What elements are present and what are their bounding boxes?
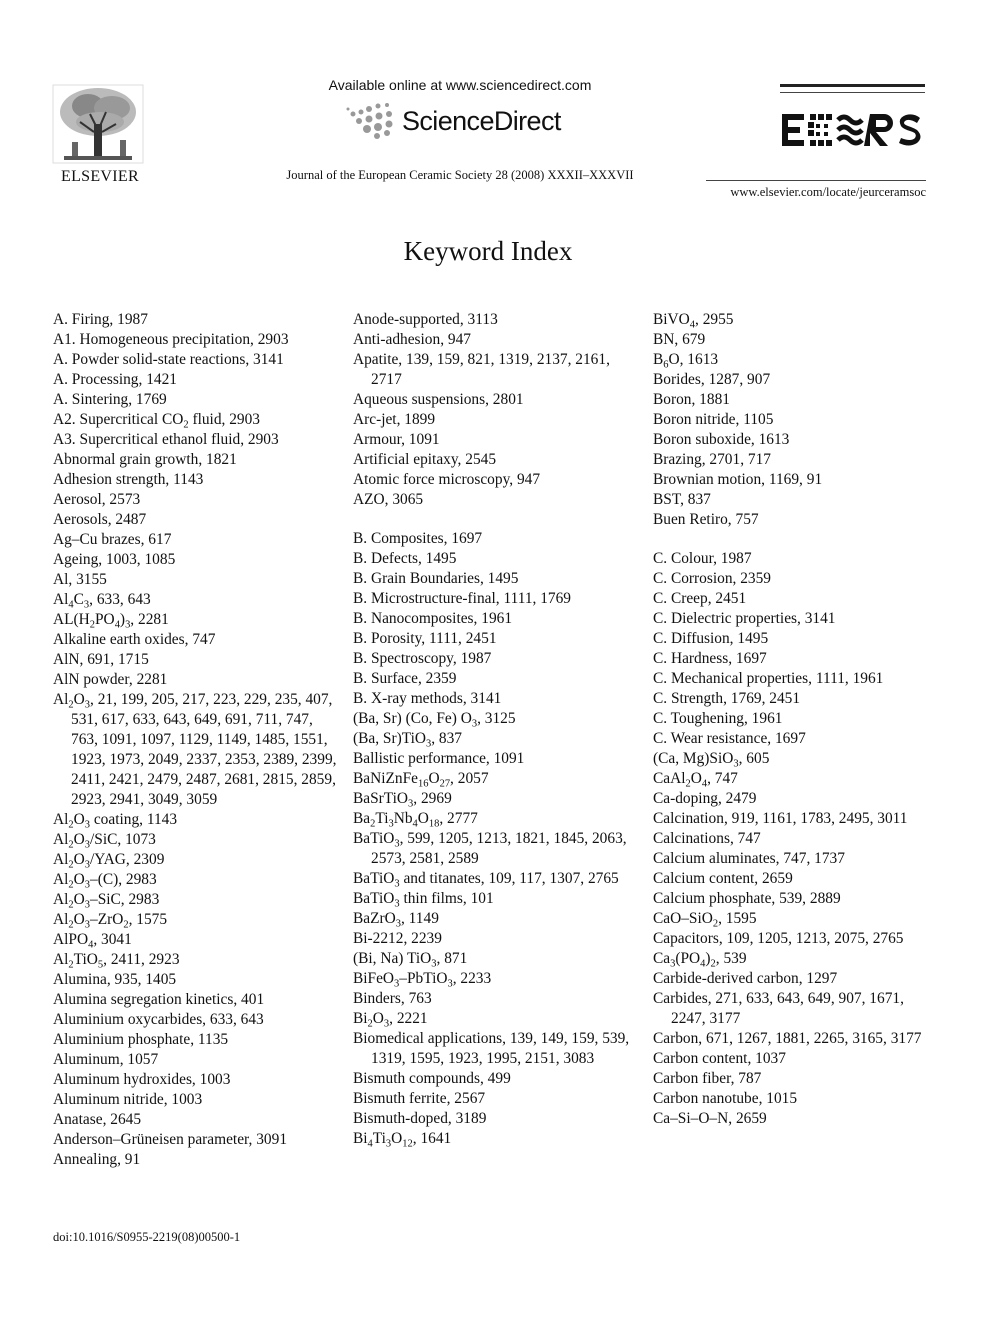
- keyword-entry: BiFeO$_3$–PbTiO$_3$, 2233: [353, 970, 492, 990]
- keyword-entry: Calcium phosphate, 539, 2889: [653, 890, 841, 907]
- keyword-entry: Ballistic performance, 1091: [353, 750, 525, 767]
- keyword-entry: A. Firing, 1987: [53, 311, 148, 328]
- keyword-entry: A2. Supercritical $CO_2$ fluid, 2903: [53, 411, 261, 431]
- keyword-entry: Binders, 763: [353, 990, 432, 1007]
- keyword-entry: Calcium content, 2659: [653, 870, 793, 887]
- keyword-entry: $Al_2TiO_5$, 2411, 2923: [53, 951, 180, 971]
- keyword-entry: Carbon content, 1037: [653, 1050, 786, 1067]
- keyword-entry: $B_6O$, 1613: [653, 351, 719, 371]
- keyword-entry: $Al_2O_3-(C)$, 2983: [53, 871, 157, 891]
- page-title: Keyword Index: [403, 236, 573, 266]
- keyword-entry: Bismuth-doped, 3189: [353, 1110, 487, 1127]
- keyword-entry: C. Hardness, 1697: [653, 650, 767, 667]
- keyword-entry: Brazing, 2701, 717: [653, 451, 771, 468]
- keyword-entry: A1. Homogeneous precipitation, 2903: [53, 331, 289, 348]
- keyword-entry: $Al_2O_3$/YAG, 2309: [53, 851, 165, 871]
- keyword-entry: BaTiO$_3$ thin films, 101: [353, 890, 494, 910]
- keyword-entry: Anderson–Grüneisen parameter, 3091: [53, 1131, 288, 1148]
- keyword-entry: B. Composites, 1697: [353, 530, 483, 547]
- keyword-entry: $CaAl_2O_4$, 747: [653, 770, 738, 790]
- keyword-entry: $Ca_3(PO_4)_2$, 539: [653, 950, 747, 970]
- keyword-entry: Bi-2212, 2239: [353, 930, 442, 947]
- keyword-entry: $Al_2O_3$/SiC, 1073: [53, 831, 156, 851]
- keyword-entry: Buen Retiro, 757: [653, 511, 759, 528]
- keyword-entry: A. Sintering, 1769: [53, 391, 167, 408]
- journal-citation: Journal of the European Ceramic Society 28 (2008) XXXII–XXXVII: [286, 168, 634, 182]
- keyword-entry: Carbon, 671, 1267, 1881, 2265, 3165, 3177: [653, 1030, 922, 1047]
- keyword-entry: Boron suboxide, 1613: [653, 431, 790, 448]
- keyword-entry: $Ba_2Ti_3Nb_4O_{18}$, 2777: [353, 810, 478, 830]
- keyword-entry: (Ca, Mg)SiO$_3$, 605: [653, 750, 770, 770]
- publisher-name: ELSEVIER: [61, 168, 139, 185]
- keyword-entry: B. Porosity, 1111, 2451: [353, 630, 497, 647]
- keyword-entry: $Bi_4Ti_3O_{12}$, 1641: [353, 1130, 452, 1150]
- keyword-entry: Aluminium oxycarbides, 633, 643: [53, 1011, 264, 1028]
- keyword-entry: B. X-ray methods, 3141: [353, 690, 502, 707]
- keyword-entry: Anatase, 2645: [53, 1111, 142, 1128]
- keyword-entry: Ageing, 1003, 1085: [53, 551, 176, 568]
- keyword-entry: B. Nanocomposites, 1961: [353, 610, 513, 627]
- keyword-entry: Armour, 1091: [353, 431, 440, 448]
- keyword-entry: BaTiO$_3$, 599, 1205, 1213, 1821, 1845, 2063, 2573, 2581, 2589: [353, 830, 627, 867]
- keyword-entry: C. Colour, 1987: [653, 550, 752, 567]
- keyword-entry: Artificial epitaxy, 2545: [353, 451, 497, 468]
- keyword-entry: Calcium aluminates, 747, 1737: [653, 850, 845, 867]
- keyword-entry: A. Powder solid-state reactions, 3141: [53, 351, 284, 368]
- keyword-entry: AlN powder, 2281: [53, 671, 168, 688]
- index-column-2: [353, 310, 638, 1149]
- keyword-entry: Alumina segregation kinetics, 401: [53, 991, 265, 1008]
- keyword-entry: Aluminum, 1057: [53, 1051, 159, 1068]
- keyword-entry: $BaNiZnFe_{16}O_{27}$, 2057: [353, 770, 489, 790]
- keyword-entry: BaSrTiO$_3$, 2969: [353, 790, 452, 810]
- keyword-entry: C. Diffusion, 1495: [653, 630, 769, 647]
- keyword-entry: $Al_2O_3$, 21, 199, 205, 217, 223, 229, 235, 407, 531, 617, 633, 643, 649, 691, 711, 747, 763, 1091, 1097, 1129, 1149, 1485, 1551, 1923, 1973, 2049, 2337, 2353, 2389, 2399, 2411, 2421, 2479, 2487, 2681, 2815, 2859, 2923, 2941, 3049, 3059: [53, 691, 337, 808]
- keyword-entry: Aerosol, 2573: [53, 491, 141, 508]
- keyword-entry: (Ba, Sr)TiO$_3$, 837: [353, 730, 462, 750]
- keyword-entry: Annealing, 91: [53, 1151, 141, 1168]
- ecers-logo-icon: [780, 110, 925, 150]
- keyword-entry: B. Microstructure-final, 1111, 1769: [353, 590, 571, 607]
- keyword-entry: BN, 679: [653, 331, 706, 348]
- keyword-entry: Adhesion strength, 1143: [53, 471, 204, 488]
- journal-url-link[interactable]: www.elsevier.com/locate/jeurceramsoc: [730, 185, 926, 199]
- keyword-entry: Ca–Si–O–N, 2659: [653, 1110, 767, 1127]
- keyword-entry: (Ba, Sr) (Co, Fe) $O_3$, 3125: [353, 710, 516, 730]
- keyword-entry: Aluminum nitride, 1003: [53, 1091, 203, 1108]
- keyword-entry: Atomic force microscopy, 947: [353, 471, 541, 488]
- keyword-entry: C. Wear resistance, 1697: [653, 730, 806, 747]
- keyword-entry: Alumina, 935, 1405: [53, 971, 177, 988]
- keyword-entry: B. Grain Boundaries, 1495: [353, 570, 519, 587]
- keyword-entry: $Al_2O_3$ coating, 1143: [53, 811, 178, 831]
- keyword-entry: Ag–Cu brazes, 617: [53, 531, 172, 548]
- keyword-entry: BaZrO$_3$, 1149: [353, 910, 439, 930]
- keyword-entry: AZO, 3065: [353, 491, 424, 508]
- keyword-entry: BaTiO$_3$ and titanates, 109, 117, 1307, 2765: [353, 870, 619, 890]
- keyword-entry: AlPO$_4$, 3041: [53, 931, 132, 951]
- keyword-entry: Arc-jet, 1899: [353, 411, 436, 428]
- keyword-entry: Borides, 1287, 907: [653, 371, 771, 388]
- keyword-entry: Ca-doping, 2479: [653, 790, 757, 807]
- keyword-entry: Aerosols, 2487: [53, 511, 147, 528]
- keyword-entry: Aluminum hydroxides, 1003: [53, 1071, 231, 1088]
- keyword-entry: Al, 3155: [53, 571, 107, 588]
- keyword-entry: Bismuth ferrite, 2567: [353, 1090, 486, 1107]
- sciencedirect-wordmark: ScienceDirect: [402, 106, 561, 136]
- keyword-entry: B. Surface, 2359: [353, 670, 457, 687]
- keyword-entry: C. Strength, 1769, 2451: [653, 690, 801, 707]
- keyword-entry: C. Toughening, 1961: [653, 710, 783, 727]
- keyword-entry: Boron, 1881: [653, 391, 730, 408]
- keyword-entry: BiVO$_4$, 2955: [653, 311, 734, 331]
- index-column-1: [53, 310, 338, 1170]
- keyword-entry: Aluminium phosphate, 1135: [53, 1031, 229, 1048]
- header-rule-top-thin: [780, 92, 925, 93]
- keyword-entry: Capacitors, 109, 1205, 1213, 2075, 2765: [653, 930, 904, 947]
- keyword-entry: B. Spectroscopy, 1987: [353, 650, 492, 667]
- keyword-entry: Carbon fiber, 787: [653, 1070, 762, 1087]
- keyword-entry: BST, 837: [653, 491, 711, 508]
- keyword-entry: Abnormal grain growth, 1821: [53, 451, 237, 468]
- keyword-entry: C. Corrosion, 2359: [653, 570, 771, 587]
- keyword-entry: Alkaline earth oxides, 747: [53, 631, 216, 648]
- keyword-entry: Calcinations, 747: [653, 830, 761, 847]
- keyword-entry: Brownian motion, 1169, 91: [653, 471, 823, 488]
- keyword-entry: C. Creep, 2451: [653, 590, 747, 607]
- keyword-entry: $Bi_2O_3$, 2221: [353, 1010, 428, 1030]
- keyword-entry: Anode-supported, 3113: [353, 311, 498, 328]
- keyword-entry: A. Processing, 1421: [53, 371, 177, 388]
- index-column-3: [653, 310, 938, 1129]
- keyword-entry: C. Dielectric properties, 3141: [653, 610, 836, 627]
- keyword-entry: B. Defects, 1495: [353, 550, 457, 567]
- keyword-entry: $Al_4C_3$, 633, 643: [53, 591, 151, 611]
- keyword-entry: A3. Supercritical ethanol fluid, 2903: [53, 431, 279, 448]
- keyword-entry: $Al_2O_3-ZrO_2$, 1575: [53, 911, 168, 931]
- keyword-entry: Carbide-derived carbon, 1297: [653, 970, 838, 987]
- available-online-text[interactable]: Available online at www.sciencedirect.com: [328, 77, 592, 93]
- keyword-entry: (Bi, Na) TiO$_3$, 871: [353, 950, 468, 970]
- keyword-entry: $AL(H_2PO_4)_3$, 2281: [53, 611, 169, 631]
- keyword-entry: Biomedical applications, 139, 149, 159, 539, 1319, 1595, 1923, 1995, 2151, 3083: [353, 1030, 630, 1067]
- keyword-entry: Apatite, 139, 159, 821, 1319, 2137, 2161, 2717: [353, 351, 610, 388]
- header-rule-top: [780, 84, 925, 87]
- keyword-entry: CaO–SiO$_2$, 1595: [653, 910, 757, 930]
- keyword-entry: Aqueous suspensions, 2801: [353, 391, 524, 408]
- keyword-entry: Boron nitride, 1105: [653, 411, 774, 428]
- doi-footer: doi:10.1016/S0955-2219(08)00500-1: [53, 1230, 241, 1244]
- keyword-entry: AlN, 691, 1715: [53, 651, 149, 668]
- keyword-entry: C. Mechanical properties, 1111, 1961: [653, 670, 884, 687]
- keyword-entry: Carbon nanotube, 1015: [653, 1090, 798, 1107]
- keyword-entry: Carbides, 271, 633, 643, 649, 907, 1671, 2247, 3177: [653, 990, 904, 1027]
- keyword-entry: Anti-adhesion, 947: [353, 331, 471, 348]
- keyword-entry: Calcination, 919, 1161, 1783, 2495, 3011: [653, 810, 908, 827]
- keyword-entry: Bismuth compounds, 499: [353, 1070, 511, 1087]
- header-rule-bottom: [706, 180, 926, 181]
- keyword-entry: $Al_2O_3$–SiC, 2983: [53, 891, 160, 911]
